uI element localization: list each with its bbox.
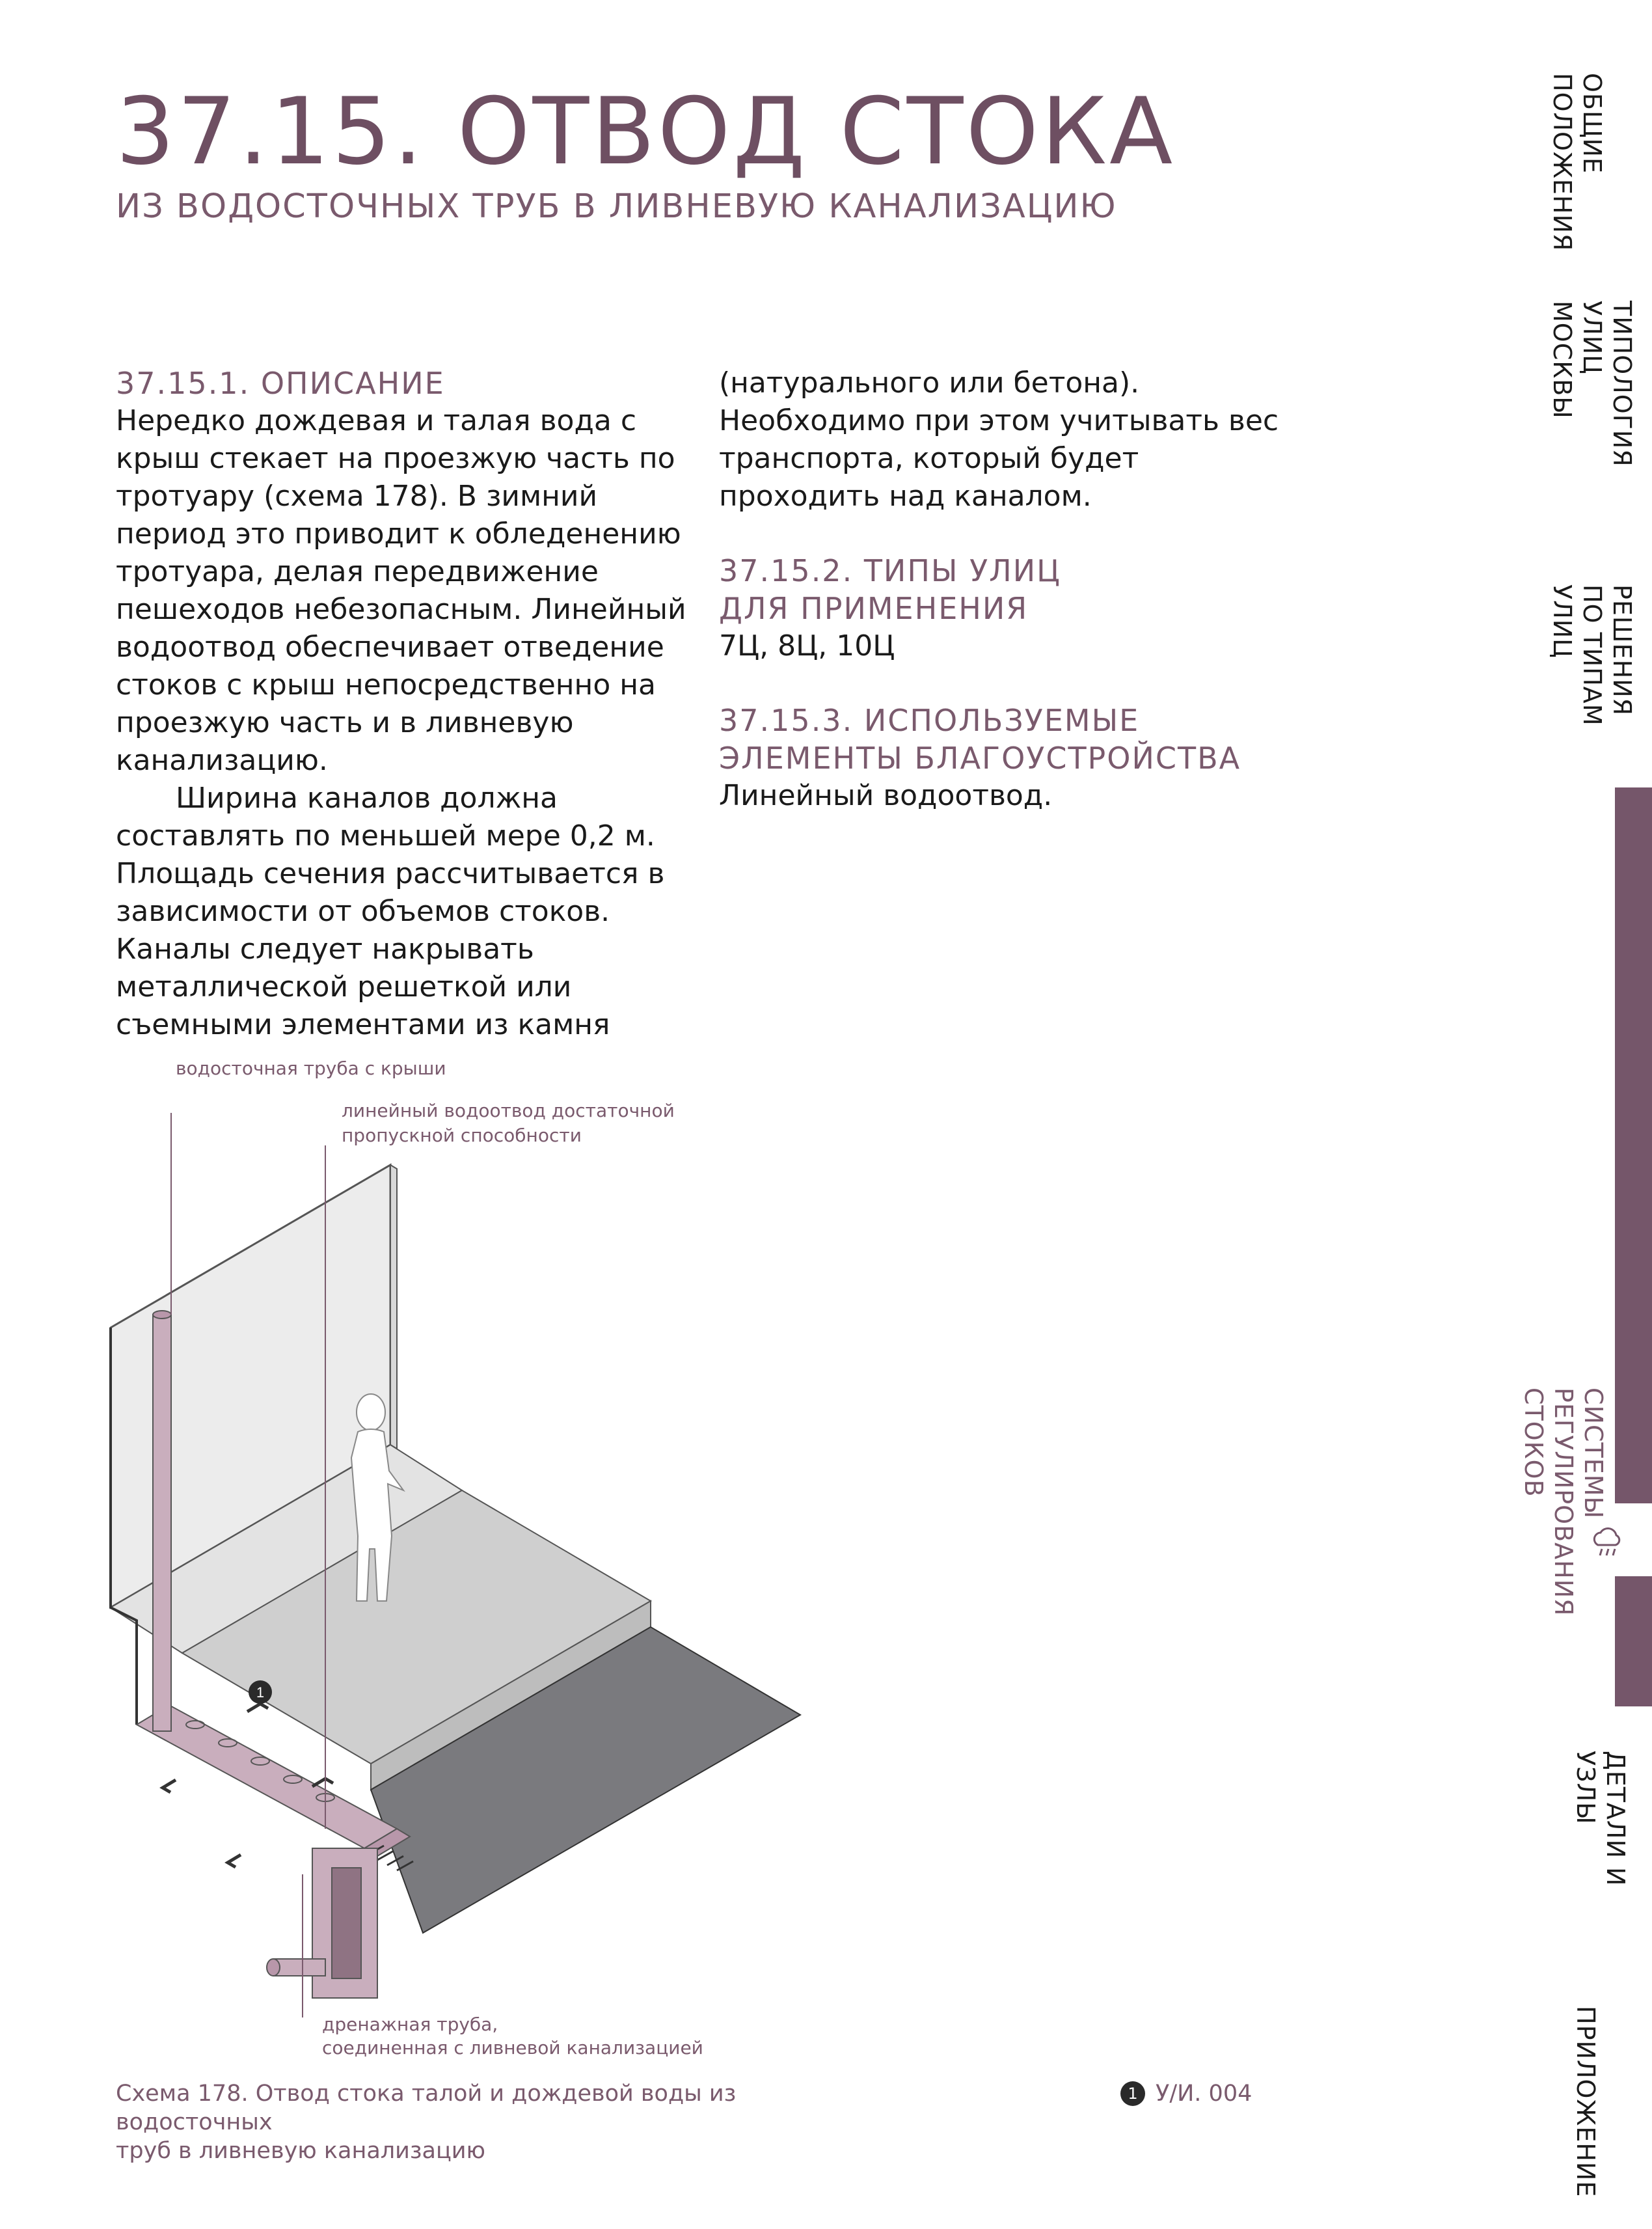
description-paragraph-2: Ширина каналов должна составлять по меньшей мере 0,2 м. Площадь сечения рассчитывается в зависимости от объемов стоков. Каналы следует накрывать металлической решеткой или съемными элементами из камня (116, 782, 665, 1041)
page-subtitle: ИЗ ВОДОСТОЧНЫХ ТРУБ В ЛИВНЕВУЮ КАНАЛИЗАЦИЮ (116, 187, 1117, 226)
nav-label-line1: ТИПОЛОГИЯ (1608, 301, 1636, 467)
description-paragraph-2-continued: (натурального или бетона). Необходимо при этом учитывать вес транспорта, который будет проходить над каналом. (719, 366, 1279, 513)
code-marker-badge: 1 (1120, 2081, 1145, 2106)
section-heading-elements-line1: 37.15.3. ИСПОЛЬЗУЕМЫЕ (719, 703, 1140, 738)
street-types-text: 7Ц, 8Ц, 10Ц (719, 629, 895, 663)
nav-label-line1: СИСТЕМЫ (1579, 1388, 1608, 1520)
nav-label-line2: ПО ТИПАМ УЛИЦ (1548, 584, 1606, 726)
section-heading-description: 37.15.1. ОПИСАНИЕ (116, 366, 445, 401)
caption-line1: Схема 178. Отвод стока талой и дождевой воды из водосточных (116, 2081, 737, 2135)
nav-label-line2: ПОЛОЖЕНИЯ (1548, 73, 1577, 252)
nav-active-bar-bottom (1615, 1576, 1652, 1706)
code-text: У/И. 004 (1156, 2081, 1253, 2107)
rain-cloud-icon (1589, 1523, 1625, 1559)
nav-label-line1: ДЕТАЛИ И УЗЛЫ (1571, 1751, 1630, 1887)
nav-item-solutions[interactable] (1547, 584, 1637, 793)
text-column-right (719, 364, 1305, 815)
nav-active-bar-top (1615, 787, 1652, 1503)
nav-label-line2: УЛИЦ МОСКВЫ (1548, 301, 1606, 419)
caption-line2: труб в ливневую канализацию (116, 2138, 485, 2164)
marker-number: 1 (256, 1684, 265, 1701)
drainage-pipe (273, 1959, 325, 1976)
nav-item-details[interactable] (1571, 1751, 1631, 1965)
text-column-left (116, 364, 688, 1044)
nav-item-general[interactable] (1547, 73, 1607, 252)
description-paragraph-1: Нередко дождевая и талая вода с крыш стекает на проезжую часть по тротуару (схема 178). В зимний период это приводит к обледенению тротуара, делая передвижение пешеходов небезопасным. Линейный водоотвод обеспечивает отведение стоков с крыш непосредственно на проезжую часть и в ливневую канализацию. (116, 404, 686, 777)
downpipe (153, 1315, 171, 1731)
drainage-diagram (98, 1041, 846, 2057)
label-downpipe: водосточная труба с крыши (176, 1058, 446, 1079)
element-code (1120, 2079, 1252, 2108)
nav-label-line1: РЕШЕНИЯ (1608, 584, 1636, 716)
nav-label-line2: РЕГУЛИРОВАНИЯ СТОКОВ (1519, 1388, 1578, 1617)
elements-text: Линейный водоотвод. (719, 779, 1053, 812)
nav-item-appendix[interactable] (1571, 2006, 1601, 2208)
section-heading-elements-line2: ЭЛЕМЕНТЫ БЛАГОУСТРОЙСТВА (719, 741, 1241, 776)
nav-label-line1: ПРИЛОЖЕНИЕ (1571, 2006, 1600, 2198)
label-channel-line2: пропускной способности (342, 1125, 582, 1146)
section-heading-street-types-line1: 37.15.2. ТИПЫ УЛИЦ (719, 553, 1061, 588)
nav-item-typology[interactable] (1547, 301, 1637, 496)
label-drain-line2: соединенная с ливневой канализацией (322, 2037, 703, 2058)
nav-label-line1: ОБЩИЕ (1578, 73, 1606, 174)
label-drain-line1: дренажная труба, (322, 2014, 498, 2035)
section-heading-street-types-line2: ДЛЯ ПРИМЕНЕНИЯ (719, 591, 1029, 626)
page-title: 37.15. ОТВОД СТОКА (116, 78, 1176, 185)
label-channel-line1: линейный водоотвод достаточной (342, 1100, 675, 1121)
figure-caption (116, 2079, 897, 2165)
